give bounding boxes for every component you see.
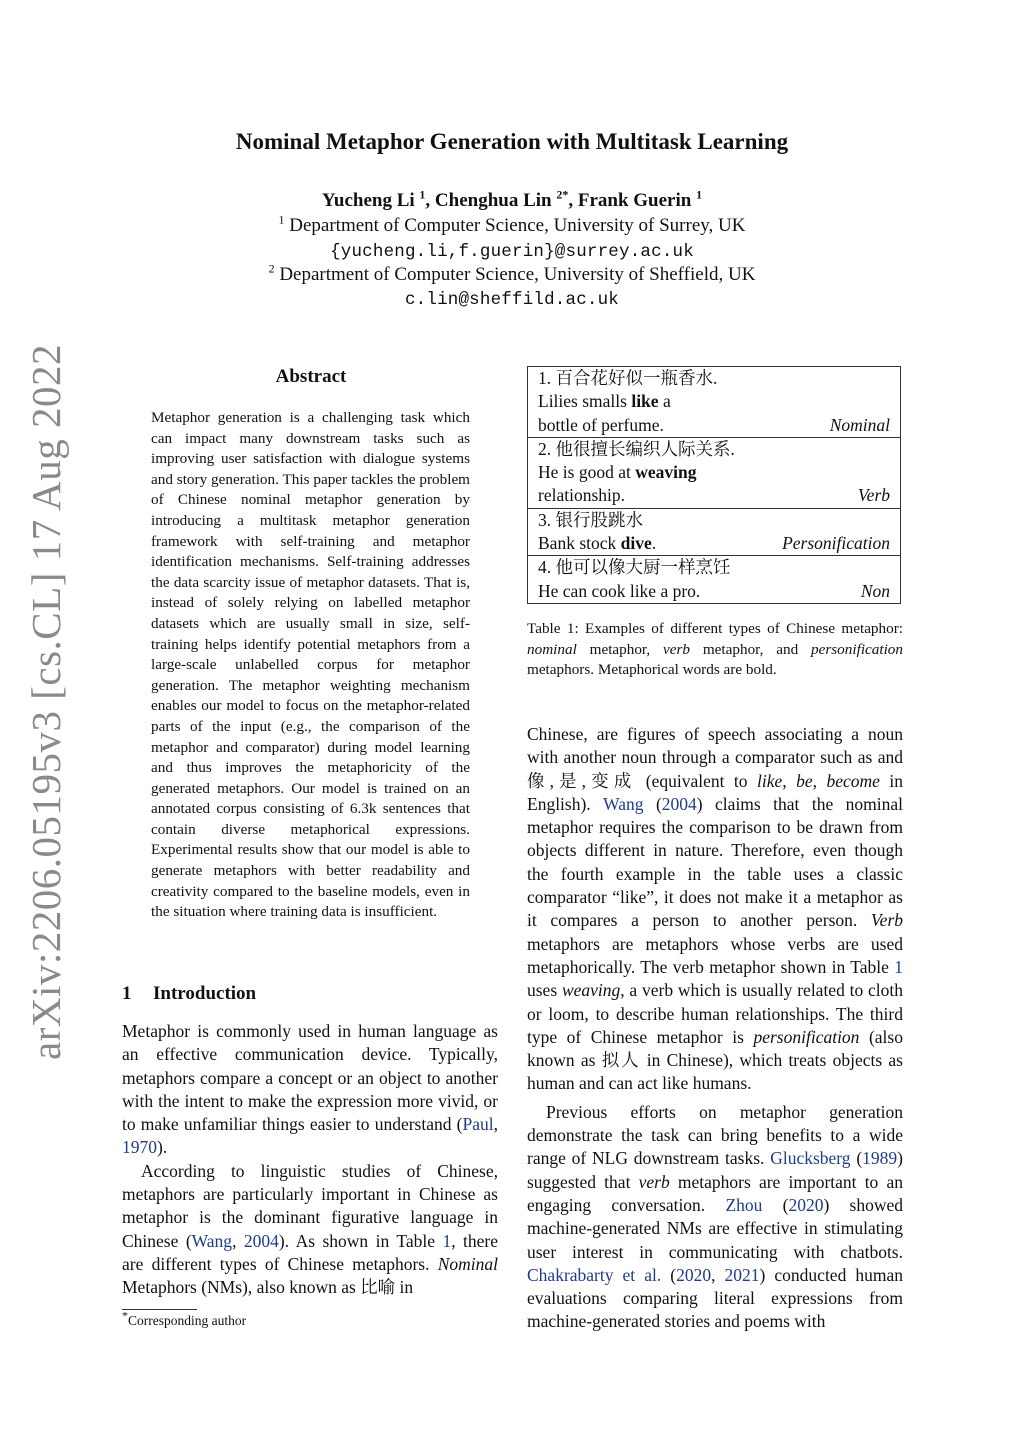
citation-link[interactable]: Wang (603, 793, 644, 814)
paragraph: Chinese, are figures of speech associating a noun with another noun through a comparator such as and 像,是,变成 (equivalent to like, be, become in English). Wang (2004) claims that the nominal metaphor requires the comparison to be drawn from objects different in nature. Therefore, even though the fourth example in the table uses a classic comparator “like”, it does not make it a metaphor as it compares a person to another person. Verb metaphors are metaphors whose verbs are used metaphorically. The verb metaphor shown in Table 1 uses weaving, a verb which is usually related to cloth or loom, to describe human relationships. The third type of Chinese metaphor is personification (also known as 拟人 in Chinese), which treats objects as human and can act like humans. (527, 724, 904, 1094)
author-name: Chenghua Lin (434, 190, 552, 211)
chinese-example: 2. 他很擅长编织人际关系. (538, 438, 735, 459)
table-reference-link[interactable]: 1 (894, 956, 903, 977)
affiliation-mark: 1 (419, 187, 426, 202)
table-reference-link[interactable]: 1 (442, 1230, 452, 1251)
affiliation-mark: 2 (268, 261, 275, 276)
examples-table (527, 366, 901, 604)
email-1: {yucheng.li,f.guerin}@surrey.ac.uk (330, 242, 694, 262)
footnote-text: Corresponding author (128, 1313, 247, 1328)
table-row (528, 367, 900, 437)
section-number: 1 (122, 983, 132, 1004)
author-name: Yucheng Li (321, 190, 415, 211)
chinese-example: 4. 他可以像大厨一样烹饪 (538, 557, 731, 578)
citation-link[interactable]: Wang (191, 1230, 233, 1251)
citation-link[interactable]: Chakrabarty et al. (527, 1264, 662, 1285)
author-name: Frank Guerin (577, 190, 692, 211)
author-list: Yucheng Li $^1$, Chenghua Lin $^{2*}$, Frank Guerin $^1$ (321, 187, 703, 211)
footnote-mark: * (122, 1308, 128, 1323)
citation-link[interactable]: Paul (462, 1114, 494, 1135)
paper-title: Nominal Metaphor Generation with Multitask Learning (235, 129, 789, 154)
affiliation-mark: 1 (278, 212, 285, 227)
abstract-heading: Abstract (275, 366, 347, 387)
english-example: relationship. (538, 485, 625, 506)
footnote (122, 1308, 247, 1329)
metaphor-type: Non (860, 580, 890, 601)
chinese-example: 3. 银行股跳水 (538, 509, 643, 530)
introduction-body (122, 1020, 498, 1300)
affiliation-text: Department of Computer Science, University of Surrey, UK (289, 215, 746, 236)
english-example: Lilies smalls like a (538, 391, 671, 412)
english-example: He can cook like a pro. (538, 580, 701, 601)
section-title: Introduction (153, 983, 257, 1004)
paragraph: Metaphor is commonly used in human language as an effective communication device. Typically, metaphors compare a concept or an object to another with the intent to make the expression more vivid, or to make unfamiliar things easier to understand (Paul, 1970). (122, 1021, 498, 1158)
citation-link[interactable]: 2021 (724, 1264, 760, 1285)
paragraph: According to linguistic studies of Chinese, metaphors are particularly important in Chinese as metaphor is the dominant figurative language in Chinese (Wang, 2004). As shown in Table 1, there are different types of Chinese metaphors. Nominal Metaphors (NMs), also known as 比喻 in (122, 1160, 499, 1298)
affiliation-mark: 2* (556, 187, 569, 202)
arxiv-identifier: arXiv:2206.05195v3 [cs.CL] 17 Aug 2022 (23, 344, 69, 1060)
section-heading-introduction (122, 983, 256, 1005)
citation-link[interactable]: 1989 (862, 1148, 898, 1169)
table-row (528, 555, 900, 603)
affiliation-mark: 1 (696, 187, 703, 202)
english-example: He is good at weaving (538, 462, 697, 483)
citation-link[interactable]: 2004 (243, 1230, 279, 1251)
email-2: c.lin@sheffild.ac.uk (404, 290, 620, 310)
metaphor-type: Verb (857, 485, 890, 506)
chinese-example: 1. 百合花好似一瓶香水. (538, 368, 718, 388)
paragraph: Previous efforts on metaphor generation demonstrate the task can bring benefits to a wide range of NLG downstream tasks. Glucksberg (1989) suggested that verb metaphors are important to an engaging conversation. Zhou (2020) showed machine-generated NMs are effective in stimulating user interest in communicating with chatbots. Chakrabarty et al. (2020, 2021) conducted human evaluations comparing literal expressions from machine-generated stories and poems with (527, 1101, 904, 1332)
metaphor-type: Nominal (829, 414, 890, 435)
english-example: bottle of perfume. (538, 414, 664, 435)
metaphor-type: Personification (782, 533, 890, 554)
english-example: Bank stock dive. (538, 533, 657, 554)
citation-link[interactable]: Glucksberg (770, 1148, 851, 1169)
table-row (528, 508, 900, 556)
affiliation-1 (0, 212, 1024, 237)
affiliation-text: Department of Computer Science, University of Sheffield, UK (279, 264, 756, 285)
abstract-text: Metaphor generation is a challenging task which can impact many downstream tasks such as improving user satisfaction with dialogue systems and story generation. This paper tackles the problem of Chinese nominal metaphor generation by introducing a multitask metaphor generation framework with self-training and metaphor identification mechanisms. Self-training addresses the data scarcity issue of metaphor datasets. That is, instead of solely relying on labelled metaphor datasets which are usually small in size, self-training helps identify potential metaphors from a large-scale unlabelled corpus for metaphor generation. The metaphor weighting mechanism enables our model to focus on the metaphor-related parts of the input (e.g., the comparison of the metaphor and comparator) during model learning and thus improves the metaphoricity of the generated metaphors. Our model is trained on an annotated corpus consisting of 6.3k sentences that contain diverse metaphorical expressions. Experimental results show that our model is able to generate metaphors with better readability and creativity compared to the baseline models, even in the situation where training data is insufficient. (151, 409, 470, 921)
citation-link[interactable]: Zhou (725, 1194, 763, 1215)
citation-link[interactable]: 2020 (788, 1194, 824, 1215)
footnote-divider (122, 1309, 197, 1310)
affiliation-2 (0, 261, 1024, 286)
citation-link[interactable]: 2004 (661, 793, 697, 814)
citation-link[interactable]: 2020 (676, 1264, 712, 1285)
citation-link[interactable]: 1970 (122, 1137, 157, 1158)
right-column-body (527, 723, 903, 1334)
table-row (528, 437, 900, 508)
table-caption: Table 1: Examples of different types of Chinese metaphor: nominal metaphor, verb metaphor, and personification metaphors. Metaphorical words are bold. (527, 620, 903, 679)
